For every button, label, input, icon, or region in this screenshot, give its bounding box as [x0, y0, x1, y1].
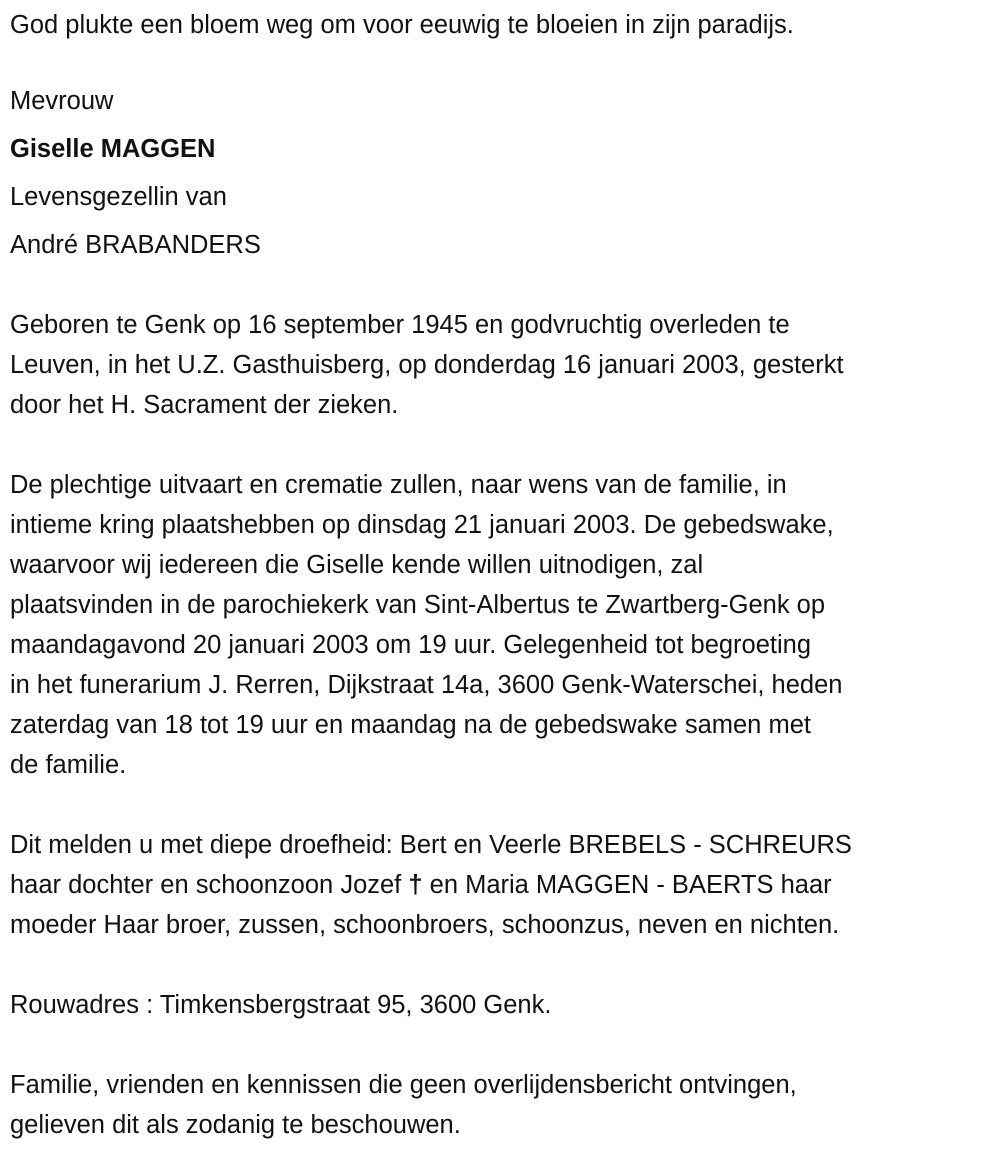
deceased-name: Giselle MAGGEN [10, 135, 216, 163]
closing-paragraph [10, 1065, 995, 1145]
text-line: Geboren te Genk op 16 september 1945 en godvruchtig overleden te [10, 311, 790, 339]
text-line: zaterdag van 18 tot 19 uur en maandag na de gebedswake samen met [10, 711, 811, 739]
motto [10, 5, 995, 45]
dagger-icon: † [408, 871, 423, 899]
announcement-paragraph [10, 825, 995, 945]
relation: Levensgezellin van [10, 183, 227, 211]
salutation: Mevrouw [10, 87, 114, 115]
text-segment: haar dochter en schoonzoon Jozef [10, 871, 409, 899]
text-segment: en Maria MAGGEN - BAERTS haar [422, 871, 832, 899]
text-line: maandagavond 20 januari 2003 om 19 uur. Gelegenheid tot begroeting [10, 631, 812, 659]
address-paragraph [10, 985, 995, 1025]
text-line: plaatsvinden in de parochiekerk van Sint-Albertus te Zwartberg-Genk op [10, 591, 826, 619]
mourning-address: Rouwadres : Timkensbergstraat 95, 3600 Genk. [10, 991, 552, 1019]
text-line: Leuven, in het U.Z. Gasthuisberg, op donderdag 16 januari 2003, gesterkt [10, 351, 844, 379]
text-line: de familie. [10, 751, 127, 779]
deceased-header [10, 77, 995, 269]
funeral-paragraph [10, 465, 995, 785]
text-line: Familie, vrienden en kennissen die geen overlijdensbericht ontvingen, [10, 1071, 797, 1099]
birth-death-paragraph [10, 305, 995, 425]
text-line: door het H. Sacrament der zieken. [10, 391, 399, 419]
partner-name: André BRABANDERS [10, 231, 261, 259]
text-line: Dit melden u met diepe droefheid: Bert en Veerle BREBELS - SCHREURS [10, 831, 852, 859]
text-line: intieme kring plaatshebben op dinsdag 21 januari 2003. De gebedswake, [10, 511, 834, 539]
text-line [10, 865, 995, 905]
motto-text: God plukte een bloem weg om voor eeuwig te bloeien in zijn paradijs. [10, 11, 794, 39]
text-line: gelieven dit als zodanig te beschouwen. [10, 1111, 461, 1139]
text-line: De plechtige uitvaart en crematie zullen, naar wens van de familie, in [10, 471, 787, 499]
obituary-document [10, 5, 995, 1145]
text-line: moeder Haar broer, zussen, schoonbroers, schoonzus, neven en nichten. [10, 911, 840, 939]
text-line: waarvoor wij iedereen die Giselle kende willen uitnodigen, zal [10, 551, 704, 579]
text-line: in het funerarium J. Rerren, Dijkstraat 14a, 3600 Genk-Waterschei, heden [10, 671, 843, 699]
